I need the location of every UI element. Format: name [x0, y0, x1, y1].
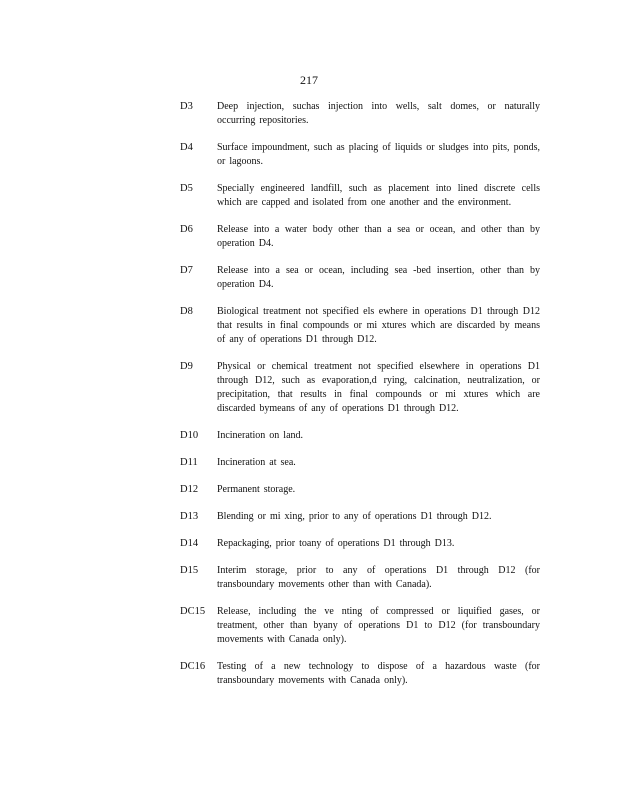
- operation-description: Testing of a new technology to dispose of a hazardous waste (for transboundary movements with Canada only).: [217, 661, 540, 686]
- operation-description: Release into a sea or ocean, including sea -bed insertion, other than by operation D4.: [217, 265, 540, 290]
- operation-description: Repackaging, prior toany of operations D1 through D13.: [217, 538, 455, 549]
- operation-description: Specially engineered landfill, such as placement into lined discrete cells which are capped and isolated from one another and the environment.: [217, 183, 540, 208]
- operation-code: D6: [180, 224, 193, 235]
- list-item: [180, 564, 540, 592]
- operation-code: D5: [180, 183, 193, 194]
- list-item: [180, 360, 540, 416]
- operation-description: Release, including the ve nting of compressed or liquified gases, or treatment, other than byany of operations D1 to D12 (for transboundary movements with Canada only).: [217, 606, 540, 645]
- operation-code: D11: [180, 457, 198, 468]
- operation-code: D13: [180, 511, 199, 522]
- list-item: [180, 182, 540, 210]
- operation-code: DC16: [180, 661, 206, 672]
- operation-code: D10: [180, 430, 199, 441]
- operation-description: Incineration on land.: [217, 430, 304, 441]
- list-item: [180, 537, 540, 551]
- operation-code: D15: [180, 565, 199, 576]
- operation-code: D12: [180, 484, 199, 495]
- operation-code: D4: [180, 142, 193, 153]
- operation-code: D7: [180, 265, 193, 276]
- list-item: [180, 141, 540, 169]
- operation-description: Permanent storage.: [217, 484, 296, 495]
- operation-description: Biological treatment not specified els ewhere in operations D1 through D12 that results in final compounds or mi xtures which are discarded by means of any of operations D1 through D12.: [217, 306, 540, 345]
- list-item: [180, 264, 540, 292]
- list-item: [180, 223, 540, 251]
- list-item: [180, 605, 540, 647]
- list-item: [180, 100, 540, 128]
- operation-description: Physical or chemical treatment not specified elsewhere in operations D1 through D12, such as evaporation,d rying, calcination, neutralization, or precipitation, that results in final compounds or mi xtures which are discarded bymeans of any of operations D1 through D12.: [217, 361, 540, 414]
- list-item: [180, 483, 540, 497]
- list-item: [180, 456, 540, 470]
- operation-code: D14: [180, 538, 199, 549]
- operation-description: Incineration at sea.: [217, 457, 296, 468]
- operation-code: D9: [180, 361, 193, 372]
- operation-description: Blending or mi xing, prior to any of operations D1 through D12.: [217, 511, 492, 522]
- operation-description: Deep injection, suchas injection into wells, salt domes, or naturally occurring repositories.: [217, 101, 540, 126]
- disposal-operations-list: [180, 100, 540, 701]
- page-number: 217: [300, 73, 318, 87]
- list-item: [180, 510, 540, 524]
- operation-code: D8: [180, 306, 193, 317]
- operation-description: Surface impoundment, such as placing of liquids or sludges into pits, ponds, or lagoons.: [217, 142, 540, 167]
- operation-description: Interim storage, prior to any of operations D1 through D12 (for transboundary movements other than with Canada).: [217, 565, 540, 590]
- list-item: [180, 429, 540, 443]
- list-item: [180, 305, 540, 347]
- operation-code: DC15: [180, 606, 206, 617]
- operation-code: D3: [180, 101, 193, 112]
- operation-description: Release into a water body other than a sea or ocean, and other than by operation D4.: [217, 224, 540, 249]
- list-item: [180, 660, 540, 688]
